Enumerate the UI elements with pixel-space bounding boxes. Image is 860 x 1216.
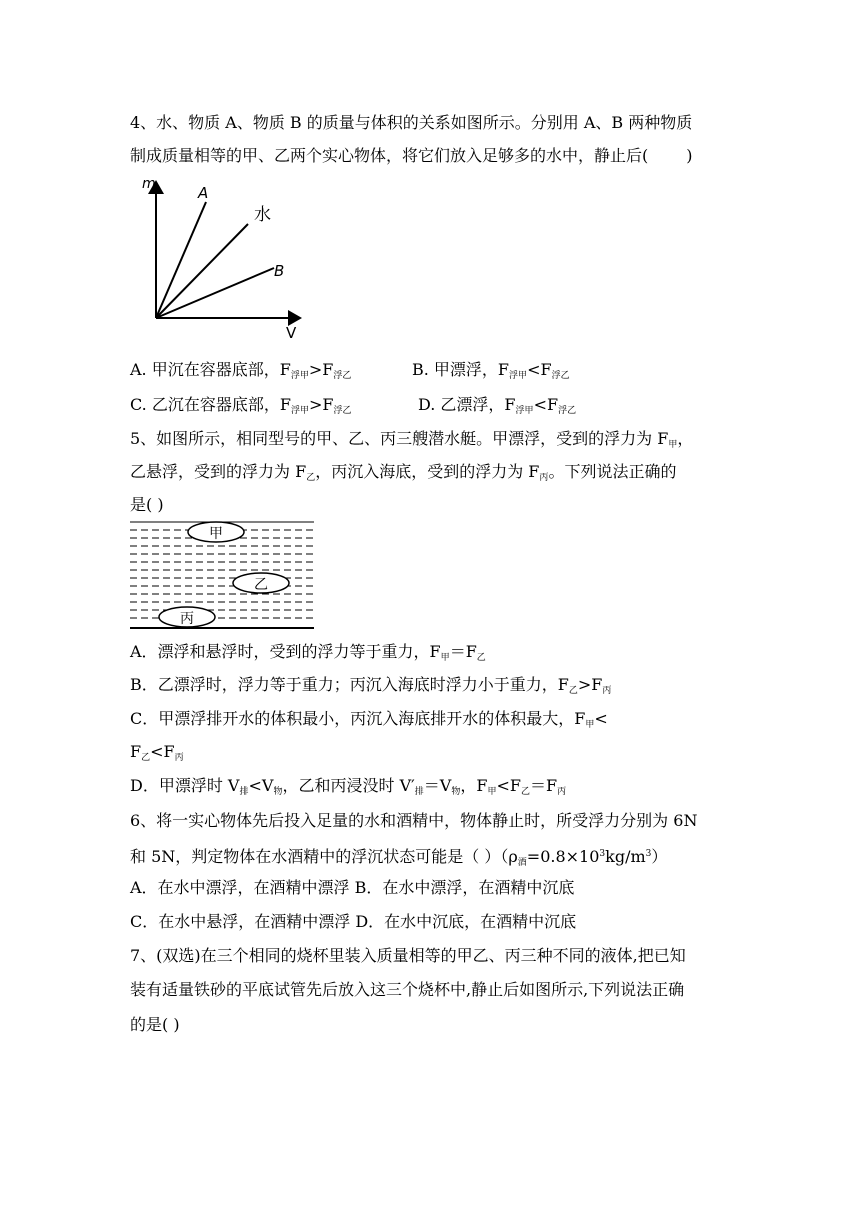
q6-options-cd: C．在水中悬浮，在酒精中漂浮 D．在水中沉底，在酒精中沉底 [130, 912, 577, 931]
q5-option-c-cont: $F_乙<F_丙$ [130, 742, 184, 763]
submarine-figure [130, 520, 314, 632]
submarine-bing [159, 607, 215, 627]
q7-line2: 装有适量铁砂的平底试管先后放入这三个烧杯中,静止后如图所示,下列说法正确 [130, 980, 685, 999]
q6-line1: 6、将一实心物体先后投入足量的水和酒精中，物体静止时，所受浮力分别为 6N [130, 811, 698, 830]
q4-line2-text: 制成质量相等的甲、乙两个实心物体，将它们放入足够多的水中，静止后( [130, 146, 649, 165]
q5-option-b: B．乙漂浮时，浮力等于重力；丙沉入海底时浮力小于重力，$F_乙>F_丙$ [130, 675, 612, 696]
q4-option-d: D. 乙漂浮，$F_{浮甲}<F_{浮乙}$ [418, 395, 577, 416]
q4-option-c: C. 乙沉在容器底部，$F_{浮甲}>F_{浮乙}$ [130, 395, 352, 416]
svg-text:乙: 乙 [254, 577, 268, 593]
q4-line2 [130, 146, 693, 166]
q5-line3: 是( ) [130, 495, 164, 514]
label-a: A [198, 184, 209, 202]
q6-options-ab: A．在水中漂浮，在酒精中漂浮 B．在水中漂浮，在酒精中沉底 [130, 878, 575, 897]
q7-line3: 的是( ) [130, 1015, 180, 1034]
label-m: m [142, 176, 156, 192]
label-v: V [286, 324, 297, 342]
q5-option-c: C．甲漂浮排开水的体积最小，丙沉入海底排开水的体积最大，$F_甲<$ [130, 709, 608, 730]
q4-paren-close: ) [686, 146, 693, 165]
submarine-jia [188, 522, 244, 542]
q5-option-a: A．漂浮和悬浮时，受到的浮力等于重力，$F_甲=F_乙$ [130, 642, 486, 663]
line-water [156, 224, 248, 318]
q5-line1: 5、如图所示，相同型号的甲、乙、丙三艘潜水艇。甲漂浮，受到的浮力为 $F_甲$， [130, 429, 694, 450]
q5-option-d: D．甲漂浮时 $V_排<V_物$，乙和丙浸没时 $V'_排=V_物$，$F_甲<F_乙=F_丙$ [130, 776, 567, 797]
label-water: 水 [254, 205, 271, 225]
mass-volume-graph [140, 172, 310, 342]
svg-text:甲: 甲 [209, 526, 223, 542]
q7-line1: 7、(双选)在三个相同的烧杯里装入质量相等的甲乙、丙三种不同的液体,把已知 [130, 946, 686, 965]
q4-option-b: B. 甲漂浮，$F_{浮甲}<F_{浮乙}$ [412, 360, 570, 381]
q6-line2: 和 5N，判定物体在水酒精中的浮沉状态可能是（ ）$(\rho_酒=0.8\times 10^3kg/m^3)$ [130, 847, 668, 868]
q5-line2: 乙悬浮，受到的浮力为 $F_乙$，丙沉入海底，受到的浮力为 $F_丙$。下列说法正确的 [130, 462, 677, 483]
q4-line1: 4、水、物质 A、物质 B 的质量与体积的关系如图所示。分别用 A、B 两种物质 [130, 113, 693, 132]
submarine-yi [233, 573, 289, 593]
q4-option-a: A. 甲沉在容器底部，$F_{浮甲}>F_{浮乙}$ [130, 360, 352, 381]
svg-text:丙: 丙 [180, 611, 194, 627]
label-b: B [274, 262, 285, 280]
